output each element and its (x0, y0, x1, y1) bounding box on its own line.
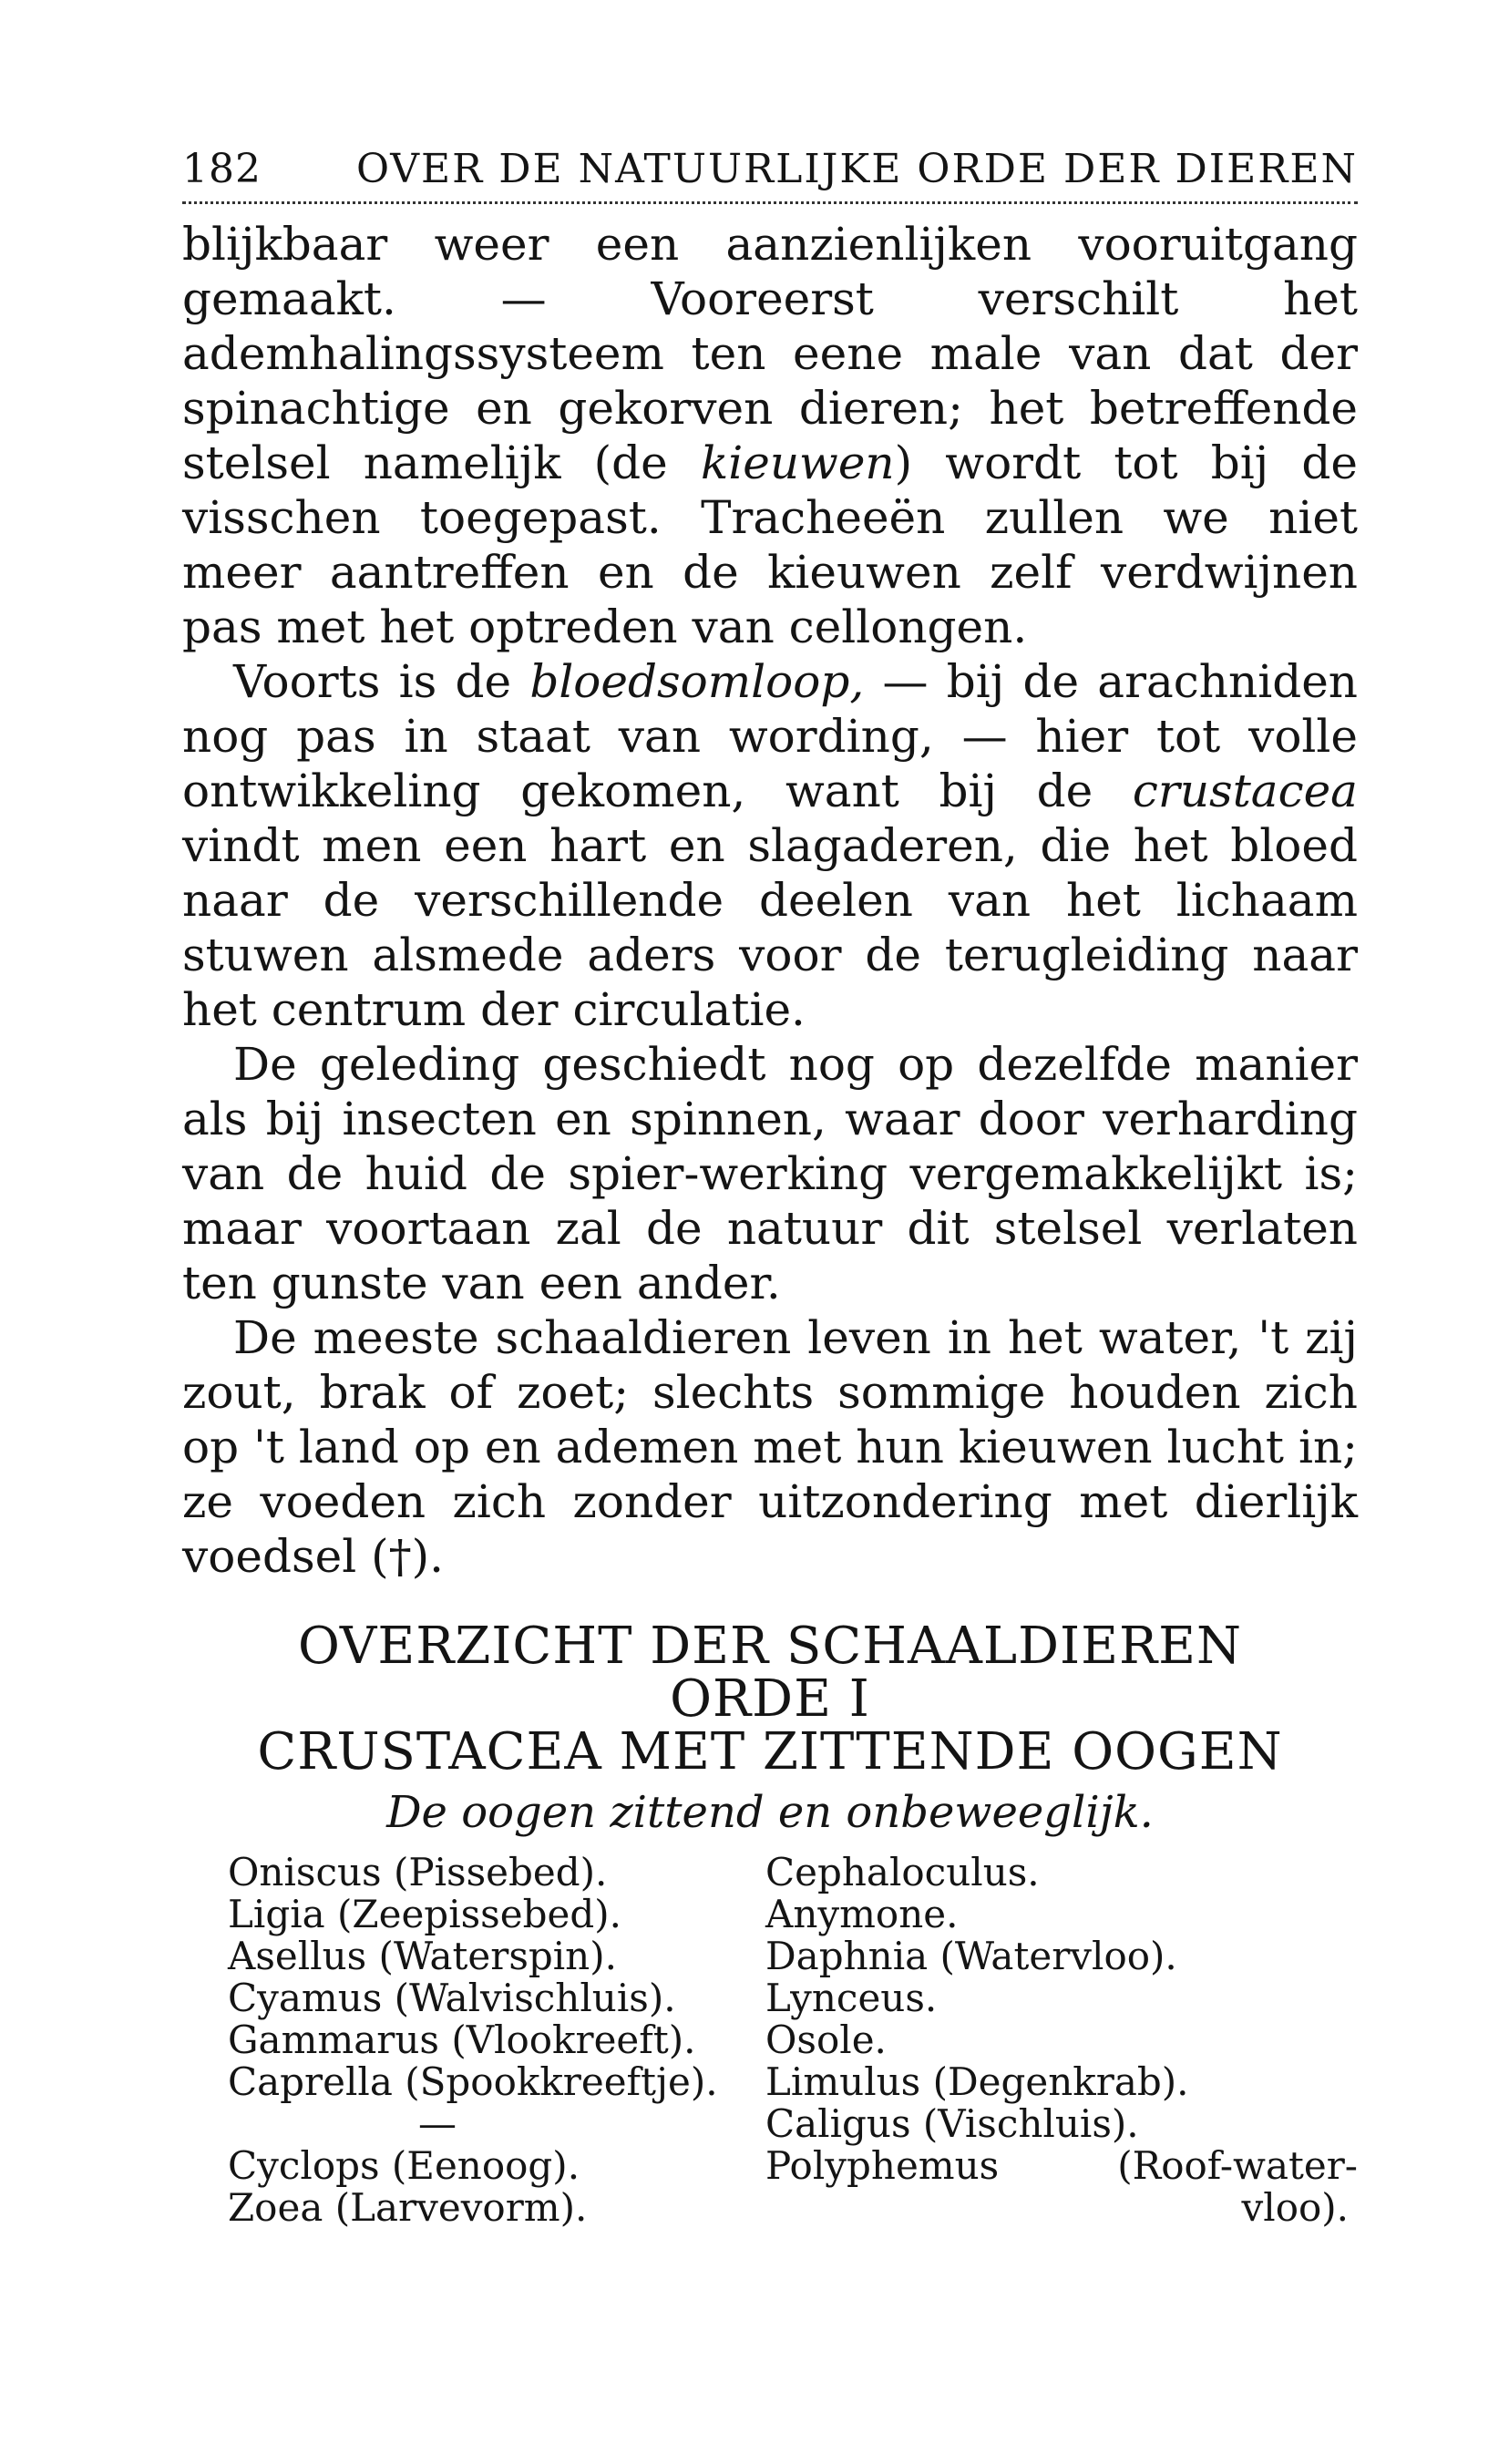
page-number: 182 (182, 146, 262, 192)
list-item: Caligus (Vischluis). (765, 2101, 1139, 2146)
book-page (182, 146, 1358, 2229)
body-text (182, 217, 1358, 1584)
list-item: Ligia (Zeepissebed). (228, 1892, 621, 1936)
species-column-left (182, 1852, 765, 2229)
paragraph-text: Voorts is de (233, 655, 530, 708)
paragraph-text: — bij de arachniden nog pas in staat van wording, — hier tot volle ontwikkeling gekomen, want bij de (182, 655, 1359, 817)
paragraph-1 (182, 217, 1358, 654)
list-item: Cephaloculus. (765, 1850, 1040, 1894)
list-item: Osole. (765, 2017, 887, 2062)
overview-section (182, 1617, 1358, 1841)
list-item: Limulus (Degenkrab). (765, 2059, 1189, 2104)
list-item: Caprella (Spookkreeftje). (228, 2059, 718, 2104)
list-item: Oniscus (Pissebed). (228, 1850, 608, 1894)
order-heading: ORDE I (670, 1669, 870, 1729)
list-item: Zoea (Larvevorm). (228, 2185, 588, 2230)
species-column-right (765, 1852, 1358, 2229)
paragraph-text: vindt men een hart en slagaderen, die het bloed naar de verschillende deelen van het lichaam stuwen alsmede aders voor de terugleiding naar het centrum der circulatie. (182, 819, 1358, 1036)
separator-dash: — (418, 2101, 457, 2146)
species-list (182, 1852, 1358, 2229)
paragraph-3: De geleding geschiedt nog op dezelfde manier als bij insecten en spinnen, waar door verharding van de huid de spier-werking vergemakkelijkt is; maar voortaan zal de natuur dit stelsel verlaten ten gunste van een ander. (182, 1038, 1358, 1309)
paragraph-text: blijkbaar weer een aanzienlijken vooruitgang gemaakt. — Vooreerst verschilt het ademhalingssysteem ten eene male van dat der spinachtige en gekorven dieren; het betreffende stelsel namelijk (de (182, 218, 1358, 489)
emphasis-text: kieuwen (700, 436, 895, 489)
list-item: Cyclops (Eenoog). (228, 2143, 580, 2188)
list-item-name: Polyphemus (765, 2143, 1000, 2188)
list-item: Gammarus (Vlookreeft). (228, 2017, 696, 2062)
paragraph-4: De meeste schaaldieren leven in het water, 't zij zout, brak of zoet; slechts sommige houden zich op 't land op en ademen met hun kieuwen lucht in; ze voeden zich zonder uitzondering met dierlijk voedsel (†). (182, 1311, 1358, 1583)
list-item: Cyamus (Walvischluis). (228, 1976, 676, 2020)
list-item-continuation: vloo). (1241, 2185, 1349, 2230)
emphasis-text: crustacea (1132, 765, 1358, 817)
list-item: Daphnia (Watervloo). (765, 1934, 1177, 1978)
overview-heading: OVERZICHT DER SCHAALDIEREN (297, 1617, 1243, 1676)
emphasis-text: bloedsomloop, (529, 655, 865, 708)
group-heading: CRUSTACEA MET ZITTENDE OOGEN (257, 1722, 1283, 1781)
list-item: Asellus (Waterspin). (228, 1934, 617, 1978)
list-item: Lynceus. (765, 1976, 938, 2020)
paragraph-2 (182, 654, 1358, 1037)
running-head (182, 146, 1358, 204)
group-subtitle: De oogen zittend en onbeweeglijk. (386, 1787, 1154, 1838)
running-title: OVER DE NATUURLIJKE ORDE DER DIEREN (355, 146, 1358, 192)
list-item (765, 2145, 1358, 2187)
paragraph-text: ) wordt tot bij de visschen toegepast. Tracheeën zullen we niet meer aantreffen en de kieuwen zelf verdwijnen pas met het optreden van cellongen. (182, 436, 1359, 653)
list-item: Anymone. (765, 1892, 959, 1936)
list-item-note: (Roof-water- (1117, 2143, 1358, 2188)
